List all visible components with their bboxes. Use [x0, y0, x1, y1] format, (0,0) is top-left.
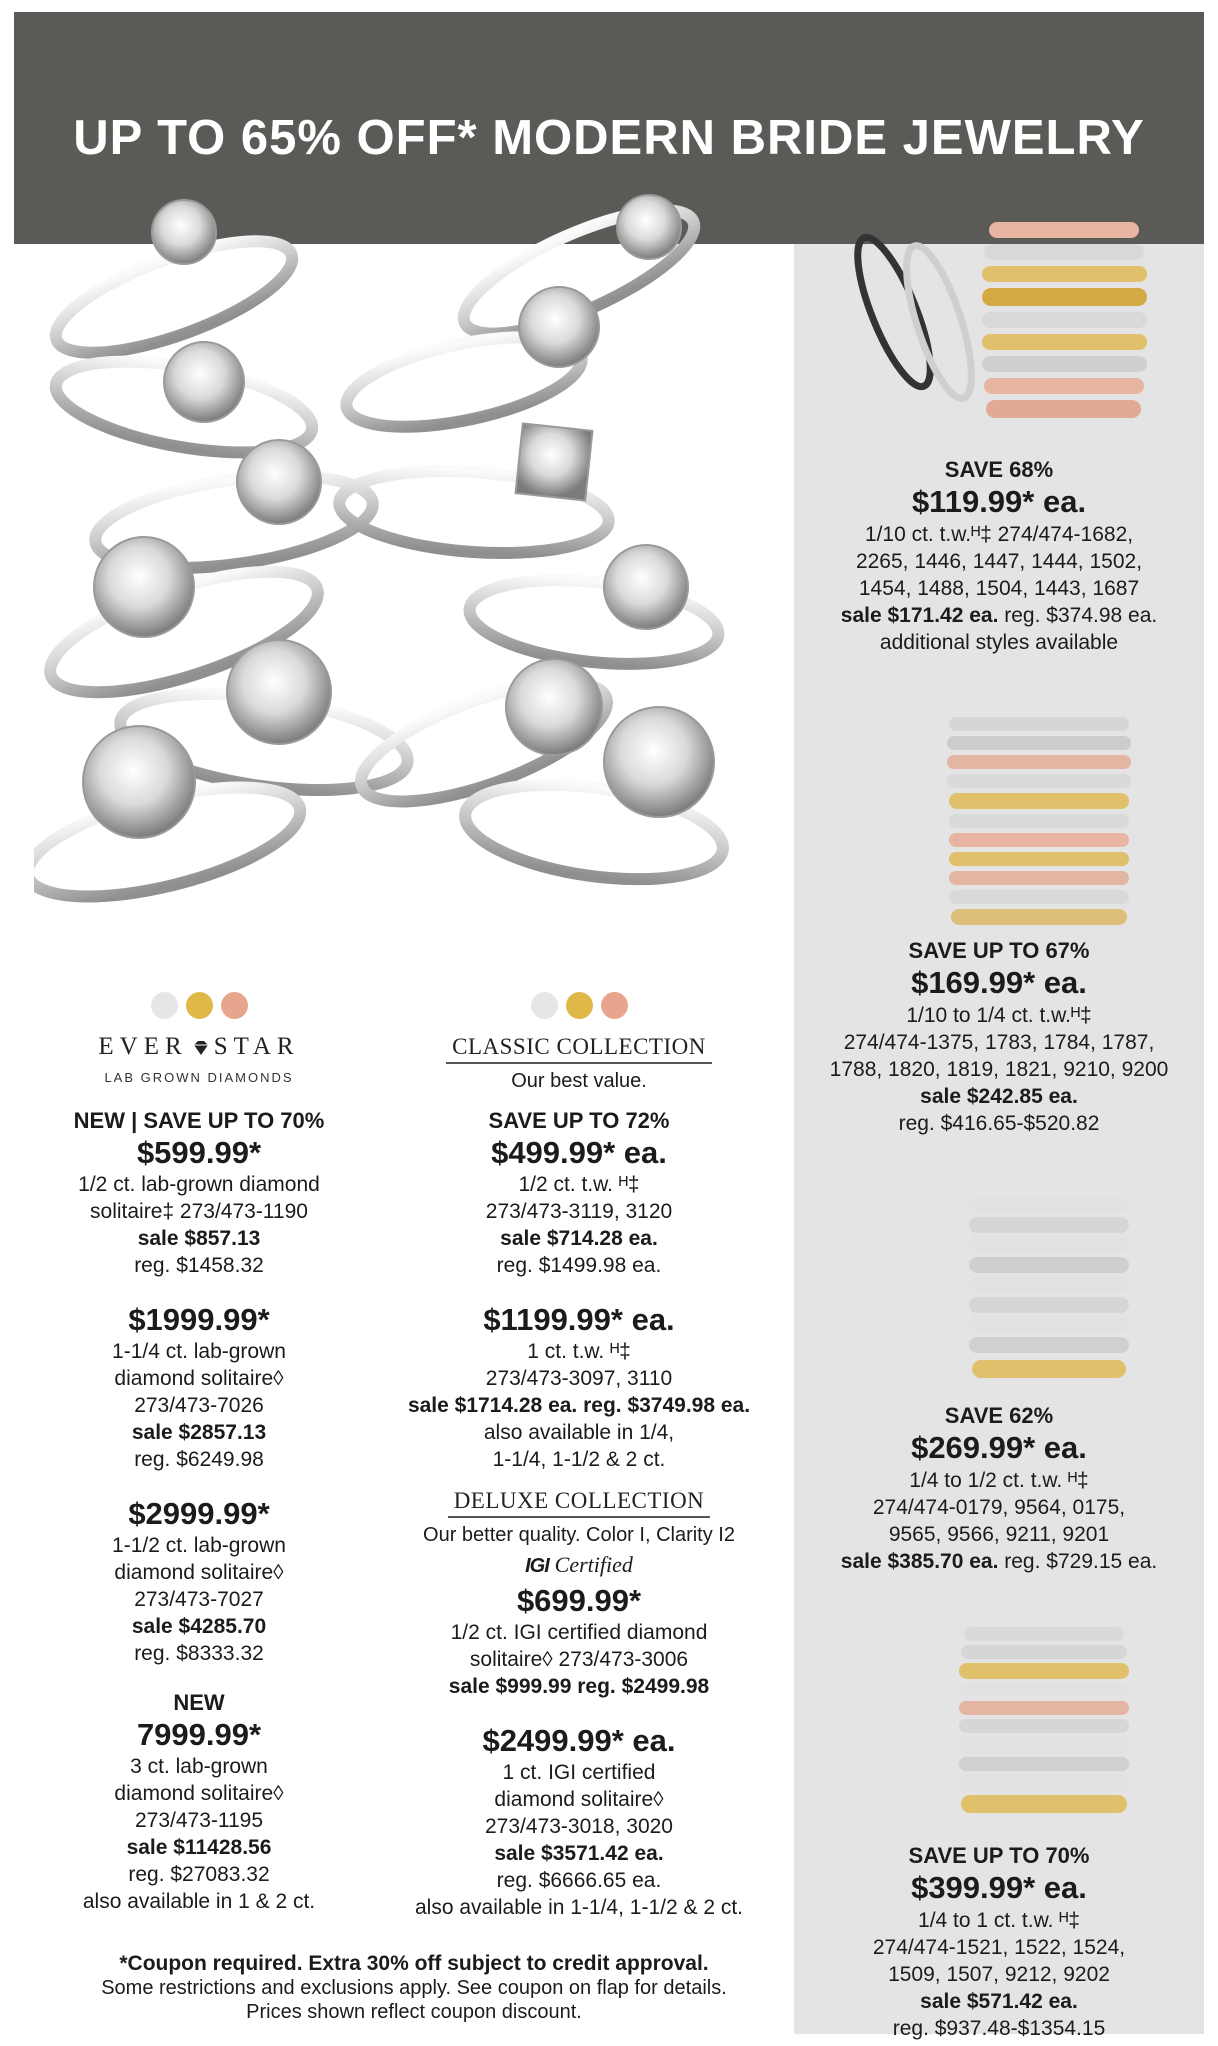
product-item: [384, 1301, 774, 1473]
ad-page: [14, 12, 1204, 2040]
everstar-logo: [54, 1033, 344, 1060]
item-sku: 273/473-1195: [134, 1809, 264, 1832]
deal-save: SAVE 68%: [944, 457, 1054, 482]
deal-save: SAVE UP TO 70%: [908, 1843, 1090, 1868]
item-reg: reg. $1458.32: [134, 1254, 264, 1277]
deal-line: 1/4 to 1 ct. t.w. ᴴ‡: [918, 1909, 1080, 1932]
rose-gold-swatch: [601, 992, 628, 1019]
item-sale: sale $11428.56: [126, 1836, 272, 1859]
item-sku: 273/473-7026: [134, 1394, 264, 1417]
item-price: $599.99*: [136, 1135, 262, 1170]
item-reg: reg. $6666.65 ea.: [496, 1869, 662, 1892]
deal-reg: reg. $729.15 ea.: [998, 1550, 1158, 1573]
item-reg: reg. $1499.98 ea.: [496, 1254, 662, 1277]
deal-sale: sale $171.42 ea.: [840, 604, 999, 627]
everstar-column: [54, 992, 344, 1937]
logo-word-star: STAR: [213, 1033, 300, 1060]
rose-gold-swatch: [221, 992, 248, 1019]
item-desc: solitaire‡ 273/473-1190: [90, 1200, 308, 1223]
footer-disclaimer: [94, 1952, 734, 2024]
igi-certified-badge: [384, 1551, 774, 1580]
item-desc: 1-1/2 ct. lab-grown: [112, 1534, 286, 1557]
item-desc: diamond solitaire◊: [114, 1782, 284, 1805]
item-sale: sale $2857.13: [131, 1421, 267, 1444]
item-also: 1-1/4, 1-1/2 & 2 ct.: [492, 1448, 666, 1471]
item-price: $699.99*: [516, 1583, 642, 1618]
deal-sale: sale $242.85 ea.: [920, 1085, 1078, 1108]
item-sale: sale $3571.42 ea.: [494, 1842, 664, 1865]
metal-swatches: [384, 992, 774, 1019]
item-also: also available in 1-1/4, 1-1/2 & 2 ct.: [414, 1896, 744, 1919]
deluxe-collection-title: DELUXE COLLECTION: [448, 1487, 711, 1518]
product-item: [384, 1722, 774, 1921]
item-price: $2499.99* ea.: [482, 1723, 676, 1758]
item-sku: 273/473-3018, 3020: [484, 1815, 673, 1838]
product-item: [54, 1301, 344, 1473]
white-gold-swatch: [151, 992, 178, 1019]
deal-line: 1/4 to 1/2 ct. t.w. ᴴ‡: [909, 1469, 1089, 1492]
item-price: $1199.99* ea.: [483, 1302, 675, 1337]
metal-swatches: [54, 992, 344, 1019]
deal-reg: reg. $937.48-$1354.15: [892, 2017, 1106, 2040]
item-sku: 273/473-3119, 3120: [485, 1200, 673, 1223]
deal-line: 1788, 1820, 1819, 1821, 9210, 9200: [829, 1058, 1169, 1081]
band-stack-image-2: [939, 712, 1139, 942]
item-sku: 273/473-7027: [134, 1588, 264, 1611]
igi-logo: IGI: [525, 1555, 549, 1577]
deal-line: 274/474-0179, 9564, 0175,: [872, 1496, 1126, 1519]
footer-prices-note: Prices shown reflect coupon discount.: [246, 2001, 582, 2023]
item-also: also available in 1/4,: [483, 1421, 675, 1444]
item-also: also available in 1 & 2 ct.: [82, 1890, 316, 1913]
deal-sale-reg: [794, 1548, 1204, 1575]
band-deal-4: [794, 1842, 1204, 2042]
deal-sale-reg: [794, 602, 1204, 629]
deal-line: 9565, 9566, 9211, 9201: [888, 1523, 1110, 1546]
yellow-gold-swatch: [566, 992, 593, 1019]
deal-sale: sale $571.42 ea.: [920, 1990, 1078, 2013]
deal-price: $269.99* ea.: [911, 1430, 1087, 1465]
product-item: [54, 1689, 344, 1915]
deal-line: 1/10 to 1/4 ct. t.w.ᴴ‡: [906, 1004, 1092, 1027]
deal-price: $399.99* ea.: [911, 1870, 1087, 1905]
deal-reg: reg. $416.65-$520.82: [898, 1112, 1100, 1135]
item-headline: NEW | SAVE UP TO 70%: [73, 1108, 325, 1133]
band-stack-image-3: [964, 1192, 1134, 1392]
classic-collection-subtitle: Our best value.: [511, 1070, 647, 1092]
deal-line: 1/10 ct. t.w.ᴴ‡ 274/474-1682,: [864, 523, 1134, 546]
band-stack-image-1: [854, 212, 1164, 442]
item-reg: reg. $27083.32: [128, 1863, 270, 1886]
logo-word-ever: EVER: [98, 1033, 188, 1060]
deal-line: 2265, 1446, 1447, 1444, 1502,: [855, 550, 1143, 573]
item-desc: 1 ct. IGI certified: [502, 1761, 656, 1784]
collections-column: [384, 992, 774, 1943]
item-desc: 1/2 ct. t.w. ᴴ‡: [518, 1173, 640, 1196]
item-desc: diamond solitaire◊: [494, 1788, 664, 1811]
item-price: $1999.99*: [128, 1302, 270, 1337]
product-item: [54, 1495, 344, 1667]
banner-title: UP TO 65% OFF* MODERN BRIDE JEWELRY: [73, 111, 1145, 165]
igi-certified-text: Certified: [554, 1552, 633, 1577]
item-desc: 3 ct. lab-grown: [130, 1755, 268, 1778]
deluxe-collection-subtitle: Our better quality. Color I, Clarity I2: [423, 1524, 735, 1546]
item-sku: 273/473-3097, 3110: [485, 1367, 673, 1390]
everstar-tagline: LAB GROWN DIAMONDS: [104, 1070, 294, 1085]
band-deal-2: [794, 937, 1204, 1137]
item-sale: sale $4285.70: [131, 1615, 267, 1638]
deal-price: $169.99* ea.: [911, 965, 1087, 1000]
item-desc: diamond solitaire◊: [114, 1367, 284, 1390]
item-price: 7999.99*: [136, 1717, 262, 1752]
item-desc: diamond solitaire◊: [114, 1561, 284, 1584]
product-item: [384, 1582, 774, 1700]
solitaire-rings-image: [34, 182, 784, 972]
deal-save: SAVE 62%: [944, 1403, 1054, 1428]
classic-collection-title: CLASSIC COLLECTION: [446, 1033, 712, 1064]
item-price: $499.99* ea.: [491, 1135, 667, 1170]
deal-line: 274/474-1375, 1783, 1784, 1787,: [843, 1031, 1155, 1054]
deal-price: $119.99* ea.: [911, 484, 1087, 519]
deal-line: 1509, 1507, 9212, 9202: [888, 1963, 1110, 1986]
deal-reg: reg. $374.98 ea.: [998, 604, 1158, 627]
product-item: [384, 1107, 774, 1279]
deal-line: 1454, 1488, 1504, 1443, 1687: [858, 577, 1140, 600]
item-desc: 1/2 ct. lab-grown diamond: [78, 1173, 320, 1196]
item-sale-reg: sale $999.99 reg. $2499.98: [448, 1675, 710, 1698]
deal-save: SAVE UP TO 67%: [908, 938, 1090, 963]
yellow-gold-swatch: [186, 992, 213, 1019]
item-price: $2999.99*: [128, 1496, 270, 1531]
band-deal-1: [794, 456, 1204, 656]
deal-line: 274/474-1521, 1522, 1524,: [872, 1936, 1126, 1959]
item-sale: sale $857.13: [137, 1227, 261, 1250]
footer-coupon-note: *Coupon required. Extra 30% off subject to credit approval.: [119, 1952, 709, 1975]
band-stack-image-4: [949, 1622, 1139, 1832]
item-sale: sale $714.28 ea.: [500, 1227, 658, 1250]
footer-restrictions: Some restrictions and exclusions apply. See coupon on flap for details.: [101, 1977, 727, 1999]
white-gold-swatch: [531, 992, 558, 1019]
deal-sale: sale $385.70 ea.: [840, 1550, 999, 1573]
item-desc: 1-1/4 ct. lab-grown: [112, 1340, 286, 1363]
band-deal-3: [794, 1402, 1204, 1575]
product-item: [54, 1107, 344, 1279]
item-headline: NEW: [173, 1690, 225, 1715]
diamond-icon: [192, 1040, 210, 1056]
item-desc: solitaire◊ 273/473-3006: [469, 1648, 689, 1671]
item-reg: reg. $8333.32: [134, 1642, 264, 1665]
item-reg: reg. $6249.98: [134, 1448, 264, 1471]
item-headline: SAVE UP TO 72%: [488, 1108, 670, 1133]
item-sale-reg: sale $1714.28 ea. reg. $3749.98 ea.: [407, 1394, 751, 1417]
deal-extra: additional styles available: [879, 631, 1119, 654]
item-desc: 1/2 ct. IGI certified diamond: [450, 1621, 708, 1644]
item-desc: 1 ct. t.w. ᴴ‡: [527, 1340, 631, 1363]
